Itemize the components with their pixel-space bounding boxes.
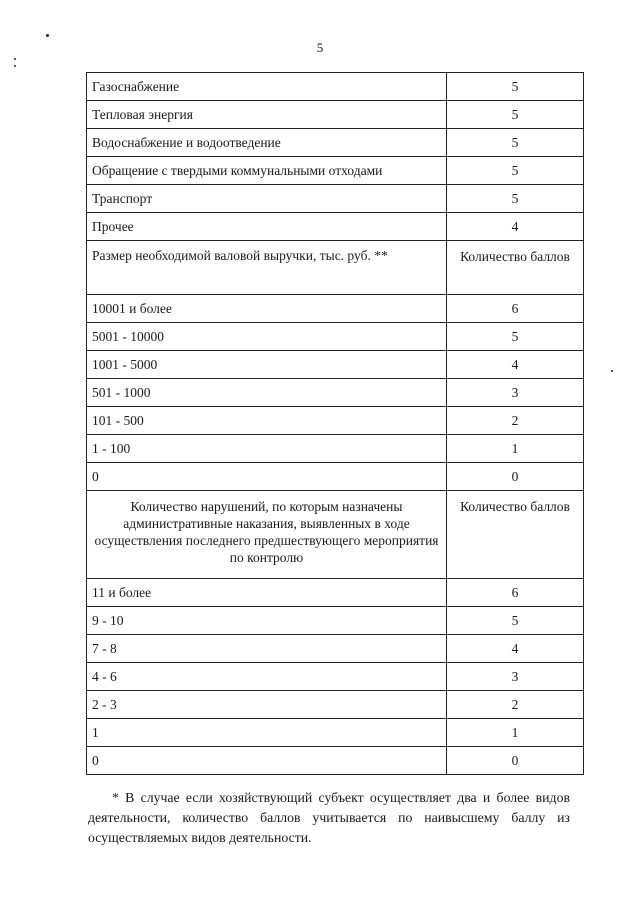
row-value: 5: [447, 101, 584, 129]
row-label: 5001 - 10000: [87, 323, 447, 351]
row-value: 1: [447, 719, 584, 747]
row-label: Обращение с твердыми коммунальными отходами: [87, 157, 447, 185]
table-row: [87, 747, 584, 775]
row-value: 3: [447, 663, 584, 691]
table-row: [87, 157, 584, 185]
violations-header-label: Количество нарушений, по которым назначены административные наказания, выявленных в ходе осуществления последнего предшествующего мероприятия по контролю: [87, 491, 447, 579]
table-row: [87, 663, 584, 691]
table-row: [87, 213, 584, 241]
row-label: 11 и более: [87, 579, 447, 607]
row-value: 5: [447, 607, 584, 635]
row-label: 0: [87, 747, 447, 775]
table-row: [87, 463, 584, 491]
table-row: [87, 73, 584, 101]
table-row: [87, 607, 584, 635]
row-value: 2: [447, 407, 584, 435]
section-header-row: [87, 241, 584, 295]
row-label: Газоснабжение: [87, 73, 447, 101]
row-label: 1: [87, 719, 447, 747]
row-label: 0: [87, 463, 447, 491]
scores-table: [86, 72, 584, 775]
row-value: 3: [447, 379, 584, 407]
row-label: Тепловая энергия: [87, 101, 447, 129]
row-label: Прочее: [87, 213, 447, 241]
row-label: 1 - 100: [87, 435, 447, 463]
row-value: 6: [447, 295, 584, 323]
row-value: 5: [447, 73, 584, 101]
row-value: 5: [447, 129, 584, 157]
scan-speck: [46, 34, 49, 37]
row-value: 1: [447, 435, 584, 463]
table-row: [87, 295, 584, 323]
row-label: 10001 и более: [87, 295, 447, 323]
table-row: [87, 185, 584, 213]
table-row: [87, 379, 584, 407]
row-label: 7 - 8: [87, 635, 447, 663]
row-label: 2 - 3: [87, 691, 447, 719]
row-label: 9 - 10: [87, 607, 447, 635]
table-row: [87, 323, 584, 351]
revenue-header-label: Размер необходимой валовой выручки, тыс. руб. **: [87, 241, 447, 295]
row-value: 5: [447, 157, 584, 185]
row-label: 501 - 1000: [87, 379, 447, 407]
score-header: Количество баллов: [447, 241, 584, 295]
section-header-row: [87, 491, 584, 579]
table-row: [87, 635, 584, 663]
table-row: [87, 407, 584, 435]
row-value: 0: [447, 747, 584, 775]
footnote: * В случае если хозяйствующий субъект осуществляет два и более видов деятельности, количество баллов учитывается по наивысшему баллу из осуществляемых видов деятельности.: [88, 789, 570, 845]
row-label: 101 - 500: [87, 407, 447, 435]
row-label: 4 - 6: [87, 663, 447, 691]
table-row: [87, 691, 584, 719]
scan-speck: [611, 370, 613, 372]
row-value: 5: [447, 323, 584, 351]
row-value: 0: [447, 463, 584, 491]
row-value: 6: [447, 579, 584, 607]
row-label: Транспорт: [87, 185, 447, 213]
row-label: Водоснабжение и водоотведение: [87, 129, 447, 157]
score-header: Количество баллов: [447, 491, 584, 579]
row-value: 4: [447, 635, 584, 663]
row-value: 2: [447, 691, 584, 719]
scan-speck: [14, 65, 16, 67]
row-value: 4: [447, 351, 584, 379]
row-label: 1001 - 5000: [87, 351, 447, 379]
table-row: [87, 351, 584, 379]
table-row: [87, 101, 584, 129]
table-row: [87, 435, 584, 463]
table-row: [87, 579, 584, 607]
page-number: 5: [316, 40, 324, 55]
table-row: [87, 129, 584, 157]
table-row: [87, 719, 584, 747]
row-value: 4: [447, 213, 584, 241]
scan-speck: [14, 58, 16, 60]
row-value: 5: [447, 185, 584, 213]
